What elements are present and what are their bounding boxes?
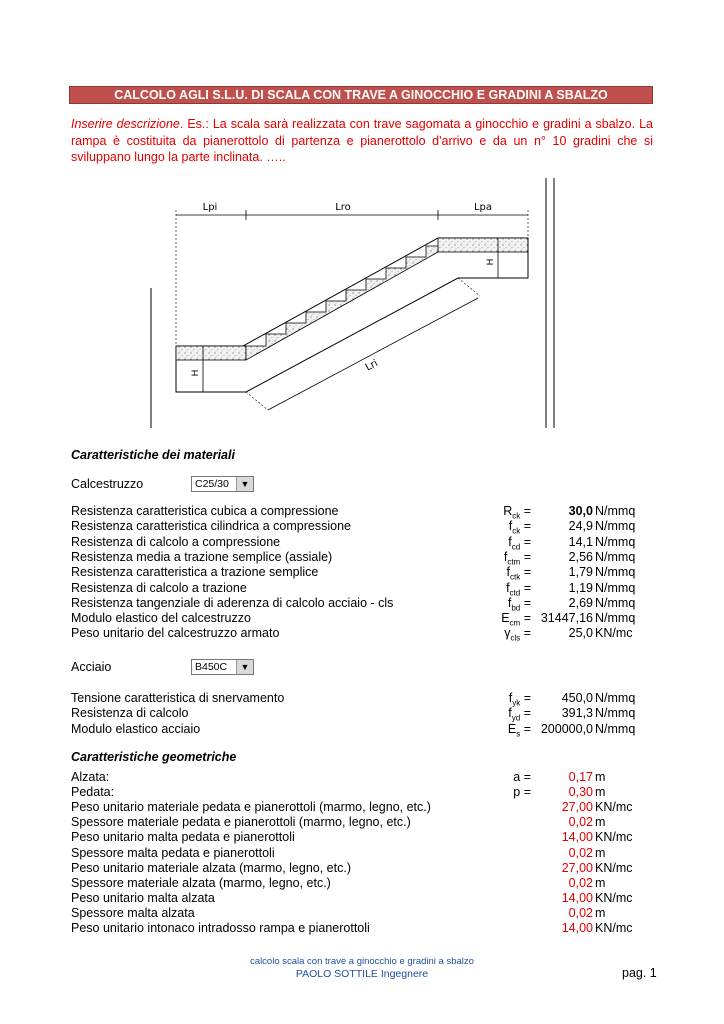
- concrete-select[interactable]: [191, 476, 254, 492]
- chevron-down-icon[interactable]: ▼: [236, 660, 253, 674]
- geometry-value: 14,00: [561, 890, 593, 905]
- label-lri: Lri: [363, 358, 380, 374]
- materials-heading: Caratteristiche dei materiali: [71, 448, 235, 462]
- steel-unit: N/mmq: [595, 721, 636, 736]
- steel-row: [71, 722, 671, 737]
- concrete-label: Resistenza di calcolo a trazione: [71, 580, 247, 595]
- steel-row: [71, 706, 671, 721]
- label-lpi: Lpi: [202, 202, 218, 213]
- geometry-value: 0,02: [568, 875, 593, 890]
- steel-label: Resistenza di calcolo: [71, 706, 189, 721]
- concrete-row: [71, 596, 671, 611]
- concrete-value: 24,9: [568, 519, 593, 534]
- steel-symbol: $f_{yk}$ =: [508, 691, 531, 708]
- concrete-value: 14,1: [568, 534, 593, 549]
- concrete-symbol: $f_{ctd}$ =: [506, 580, 531, 597]
- geometry-row: [71, 770, 671, 785]
- concrete-row: [71, 550, 671, 565]
- concrete-label: Resistenza caratteristica cilindrica a compressione: [71, 519, 351, 534]
- geometry-unit: KN/mc: [595, 800, 633, 815]
- geometry-label: Spessore malta alzata: [71, 905, 195, 920]
- concrete-row: [71, 626, 671, 641]
- geometry-label: Spessore malta pedata e pianerottoli: [71, 845, 275, 860]
- concrete-unit: N/mmq: [595, 595, 636, 610]
- concrete-unit: N/mmq: [595, 534, 636, 549]
- concrete-label: Modulo elastico del calcestruzzo: [71, 611, 251, 626]
- concrete-row: [71, 581, 671, 596]
- geometry-row: [71, 785, 671, 800]
- concrete-symbol: $f_{ck}$ =: [508, 519, 531, 536]
- label-lpa: Lpa: [473, 202, 493, 213]
- geometry-symbol: p =: [513, 785, 531, 800]
- geometry-value: 0,17: [568, 770, 593, 784]
- geometry-symbol: a =: [513, 770, 531, 784]
- geometry-unit: m: [595, 875, 606, 890]
- geometry-label: Peso unitario malta pedata e pianerottoli: [71, 830, 295, 845]
- concrete-unit: N/mmq: [595, 565, 636, 580]
- concrete-label: Calcestruzzo: [71, 477, 144, 491]
- geometry-label: Peso unitario materiale alzata (marmo, legno, etc.): [71, 860, 351, 875]
- concrete-symbol: $\gamma_{cls}$ =: [504, 626, 531, 643]
- description-text: . Es.: La scala sarà realizzata con trave sagomata a ginocchio e gradini a sbalzo. La rampa è costituita da pianerottolo di partenza e pianerottolo d'arrivo e da un n° 10 gradini che si sviluppano lungo la parte inclinata. …..: [71, 117, 653, 164]
- geometry-label: Peso unitario malta alzata: [71, 890, 215, 905]
- geometry-label: Spessore materiale pedata e pianerottoli (marmo, legno, etc.): [71, 815, 411, 830]
- label-h-lower: H: [191, 369, 201, 377]
- geometry-row: [71, 906, 671, 921]
- geometry-unit: m: [595, 845, 606, 860]
- geometry-value: 0,02: [568, 815, 593, 830]
- concrete-unit: N/mmq: [595, 611, 636, 626]
- concrete-row: [71, 477, 671, 492]
- concrete-value: 31447,16: [540, 611, 593, 626]
- concrete-unit: KN/mc: [595, 626, 633, 641]
- chevron-down-icon[interactable]: ▼: [236, 477, 253, 491]
- concrete-symbol: $R_{ck}$ =: [503, 504, 531, 521]
- geometry-row: [71, 800, 671, 815]
- geometry-row: [71, 891, 671, 906]
- concrete-unit: N/mmq: [595, 504, 636, 518]
- concrete-label: Resistenza caratteristica cubica a compressione: [71, 504, 339, 518]
- steel-label: Modulo elastico acciaio: [71, 721, 201, 736]
- geometry-unit: m: [595, 770, 606, 784]
- footer-document-title: calcolo scala con trave a ginocchio e gradini a sbalzo: [250, 956, 474, 967]
- steel-unit: N/mmq: [595, 691, 636, 705]
- steel-row: [71, 660, 671, 675]
- geometry-value: 14,00: [561, 921, 593, 935]
- stair-diagram: [148, 178, 568, 443]
- concrete-value: 1,79: [568, 565, 593, 580]
- geometry-value: 27,00: [561, 860, 593, 875]
- concrete-label: Resistenza di calcolo a compressione: [71, 534, 281, 549]
- geometry-label: Peso unitario materiale pedata e pianerottoli (marmo, legno, etc.): [71, 800, 431, 815]
- steel-row: [71, 691, 671, 706]
- geometry-value: 14,00: [561, 830, 593, 845]
- concrete-unit: N/mmq: [595, 519, 636, 534]
- concrete-value: 30,0: [568, 504, 593, 518]
- geometry-value: 0,30: [568, 785, 593, 800]
- concrete-symbol: $f_{bd}$ =: [507, 595, 531, 613]
- geometry-unit: m: [595, 785, 606, 800]
- concrete-symbol: $E_{cm}$ =: [501, 611, 531, 628]
- label-lro: Lro: [335, 202, 351, 213]
- geometry-unit: KN/mc: [595, 830, 633, 845]
- steel-value: 450,0: [561, 691, 593, 705]
- geometry-heading: Caratteristiche geometriche: [71, 750, 237, 764]
- concrete-value: 2,56: [568, 549, 593, 564]
- concrete-symbol: $f_{cd}$ =: [508, 534, 531, 552]
- geometry-value: 27,00: [561, 800, 593, 815]
- page-title-bar: [69, 86, 653, 104]
- concrete-symbol: $f_{ctm}$ =: [503, 549, 531, 567]
- geometry-row: [71, 861, 671, 876]
- page-title: CALCOLO AGLI S.L.U. DI SCALA CON TRAVE A GINOCCHIO E GRADINI A SBALZO: [114, 88, 608, 102]
- geometry-unit: KN/mc: [595, 921, 633, 935]
- geometry-label: Peso unitario intonaco intradosso rampa e pianerottoli: [71, 921, 370, 935]
- steel-value: 200000,0: [540, 721, 593, 736]
- concrete-row: [71, 611, 671, 626]
- geometry-row: [71, 815, 671, 830]
- concrete-unit: N/mmq: [595, 549, 636, 564]
- geometry-value: 0,02: [568, 905, 593, 920]
- geometry-row: [71, 876, 671, 891]
- steel-select[interactable]: [191, 659, 254, 675]
- steel-select-value: B450C: [195, 661, 228, 673]
- steel-value: 391,3: [561, 706, 593, 721]
- steel-symbol: $f_{yd}$ =: [508, 706, 531, 723]
- description-label: Inserire descrizione: [71, 117, 180, 131]
- steel-symbol: $E_s$ =: [507, 721, 531, 739]
- page-number: pag. 1: [622, 966, 657, 980]
- geometry-value: 0,02: [568, 845, 593, 860]
- geometry-unit: m: [595, 815, 606, 830]
- steel-unit: N/mmq: [595, 706, 636, 721]
- concrete-row: [71, 535, 671, 550]
- footer-author: PAOLO SOTTILE Ingegnere: [295, 968, 429, 980]
- concrete-value: 25,0: [568, 626, 593, 641]
- concrete-label: Peso unitario del calcestruzzo armato: [71, 626, 280, 641]
- concrete-symbol: $f_{ctk}$ =: [506, 565, 531, 582]
- geometry-label: Spessore materiale alzata (marmo, legno, etc.): [71, 875, 331, 890]
- description[interactable]: [71, 116, 653, 166]
- geometry-row: [71, 921, 671, 936]
- concrete-value: 1,19: [568, 580, 593, 595]
- steel-label: Acciaio: [71, 660, 112, 674]
- concrete-unit: N/mmq: [595, 580, 636, 595]
- concrete-label: Resistenza caratteristica a trazione semplice: [71, 565, 319, 580]
- geometry-unit: m: [595, 905, 606, 920]
- concrete-row: [71, 504, 671, 519]
- concrete-label: Resistenza media a trazione semplice (assiale): [71, 549, 333, 564]
- geometry-row: [71, 830, 671, 845]
- concrete-label: Resistenza tangenziale di aderenza di calcolo acciaio - cls: [71, 595, 394, 610]
- concrete-row: [71, 565, 671, 580]
- geometry-unit: KN/mc: [595, 890, 633, 905]
- concrete-row: [71, 519, 671, 534]
- concrete-value: 2,69: [568, 595, 593, 610]
- steel-label: Tensione caratteristica di snervamento: [71, 691, 285, 705]
- geometry-row: [71, 846, 671, 861]
- geometry-label: Pedata:: [71, 785, 115, 800]
- label-h-upper: H: [486, 258, 496, 266]
- geometry-label: Alzata:: [71, 770, 110, 784]
- concrete-select-value: C25/30: [195, 478, 229, 490]
- geometry-unit: KN/mc: [595, 860, 633, 875]
